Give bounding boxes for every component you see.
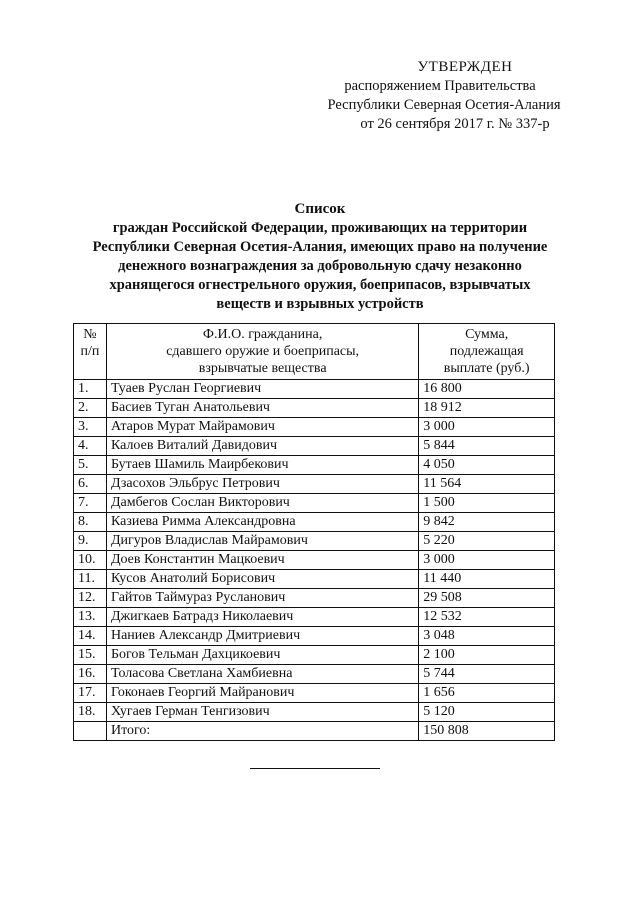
title-line-5: веществ и взрывных устройств <box>216 296 424 312</box>
row-name: Калоев Виталий Давидович <box>106 437 418 456</box>
row-name: Туаев Руслан Георгиевич <box>106 380 418 399</box>
citizens-table <box>73 323 555 741</box>
table-row <box>74 456 555 475</box>
header-number-line-1: № <box>83 327 97 342</box>
title-line-1: граждан Российской Федерации, проживающих на территории <box>112 220 528 236</box>
row-sum: 16 800 <box>419 380 555 399</box>
row-name: Гоконаев Георгий Майранович <box>106 684 418 703</box>
row-number: 2. <box>74 399 107 418</box>
row-sum: 12 532 <box>419 608 555 627</box>
header-sum <box>419 324 555 380</box>
table-row <box>74 418 555 437</box>
header-sum-line-1: Сумма, <box>465 327 509 342</box>
row-name: Доев Константин Мацкоевич <box>106 551 418 570</box>
approval-line-2: Республики Северная Осетия-Алания <box>327 97 561 113</box>
table-header-row <box>74 324 555 380</box>
row-name: Кусов Анатолий Борисович <box>106 570 418 589</box>
header-sum-line-2: подлежащая <box>449 344 524 359</box>
row-number: 11. <box>74 570 107 589</box>
row-number: 10. <box>74 551 107 570</box>
row-sum: 18 912 <box>419 399 555 418</box>
row-sum: 5 744 <box>419 665 555 684</box>
row-name: Дигуров Владислав Майрамович <box>106 532 418 551</box>
row-name: Наниев Александр Дмитриевич <box>106 627 418 646</box>
row-name: Хугаев Герман Тенгизович <box>106 703 418 722</box>
row-number: 18. <box>74 703 107 722</box>
table-row <box>74 608 555 627</box>
approval-line-3: от 26 сентября 2017 г. № 337-р <box>360 116 550 132</box>
header-number-line-2: п/п <box>80 344 100 359</box>
row-name: Басиев Туган Анатольевич <box>106 399 418 418</box>
row-name: Толасова Светлана Хамбиевна <box>106 665 418 684</box>
row-number: 9. <box>74 532 107 551</box>
header-name <box>106 324 418 380</box>
row-name: Казиева Римма Александровна <box>106 513 418 532</box>
table-row <box>74 684 555 703</box>
header-sum-line-3: выплате (руб.) <box>443 361 530 376</box>
header-name-line-1: Ф.И.О. гражданина, <box>202 327 323 342</box>
table-row <box>74 703 555 722</box>
table-row <box>74 475 555 494</box>
row-number: 8. <box>74 513 107 532</box>
row-number: 7. <box>74 494 107 513</box>
row-sum: 5 120 <box>419 703 555 722</box>
header-name-line-2: сдавшего оружие и боеприпасы, <box>166 344 360 359</box>
table-row <box>74 437 555 456</box>
document-title <box>20 200 620 314</box>
row-number: 12. <box>74 589 107 608</box>
row-sum: 5 844 <box>419 437 555 456</box>
total-label: Итого: <box>106 722 418 741</box>
row-number: 15. <box>74 646 107 665</box>
row-name: Богов Тельман Дахцикоевич <box>106 646 418 665</box>
title-line-3: денежного вознаграждения за добровольную сдачу незаконно <box>118 258 522 274</box>
title-line-0: Список <box>294 201 346 217</box>
row-sum: 4 050 <box>419 456 555 475</box>
row-sum: 2 100 <box>419 646 555 665</box>
table-total-row <box>74 722 555 741</box>
row-sum: 11 440 <box>419 570 555 589</box>
row-name: Атаров Мурат Майрамович <box>106 418 418 437</box>
row-sum: 1 656 <box>419 684 555 703</box>
total-number-cell <box>74 722 107 741</box>
row-name: Дамбегов Сослан Викторович <box>106 494 418 513</box>
table-row <box>74 627 555 646</box>
closing-divider <box>250 768 380 769</box>
row-number: 3. <box>74 418 107 437</box>
table-body <box>74 380 555 741</box>
row-number: 5. <box>74 456 107 475</box>
title-line-2: Республики Северная Осетия-Алания, имеющих право на получение <box>92 239 548 255</box>
row-name: Джигкаев Батрадз Николаевич <box>106 608 418 627</box>
row-number: 14. <box>74 627 107 646</box>
row-number: 6. <box>74 475 107 494</box>
row-number: 16. <box>74 665 107 684</box>
table-row <box>74 665 555 684</box>
table-row <box>74 399 555 418</box>
row-name: Бутаев Шамиль Маирбекович <box>106 456 418 475</box>
table-row <box>74 380 555 399</box>
table-row <box>74 532 555 551</box>
row-sum: 9 842 <box>419 513 555 532</box>
row-sum: 11 564 <box>419 475 555 494</box>
table-row <box>74 646 555 665</box>
row-number: 13. <box>74 608 107 627</box>
row-name: Гайтов Таймураз Русланович <box>106 589 418 608</box>
row-sum: 29 508 <box>419 589 555 608</box>
table-row <box>74 570 555 589</box>
row-number: 17. <box>74 684 107 703</box>
approval-heading: УТВЕРЖДЕН <box>417 59 513 75</box>
total-sum: 150 808 <box>419 722 555 741</box>
table-row <box>74 551 555 570</box>
approval-block <box>290 58 590 134</box>
approval-line-1: распоряжением Правительства <box>344 78 536 94</box>
header-number <box>74 324 107 380</box>
title-line-4: хранящегося огнестрельного оружия, боеприпасов, взрывчатых <box>109 277 531 293</box>
row-sum: 5 220 <box>419 532 555 551</box>
row-sum: 3 048 <box>419 627 555 646</box>
table-row <box>74 513 555 532</box>
row-number: 1. <box>74 380 107 399</box>
row-sum: 3 000 <box>419 551 555 570</box>
row-sum: 1 500 <box>419 494 555 513</box>
row-name: Дзасохов Эльбрус Петрович <box>106 475 418 494</box>
row-number: 4. <box>74 437 107 456</box>
table-row <box>74 494 555 513</box>
header-name-line-3: взрывчатые вещества <box>198 361 327 376</box>
row-sum: 3 000 <box>419 418 555 437</box>
table-row <box>74 589 555 608</box>
